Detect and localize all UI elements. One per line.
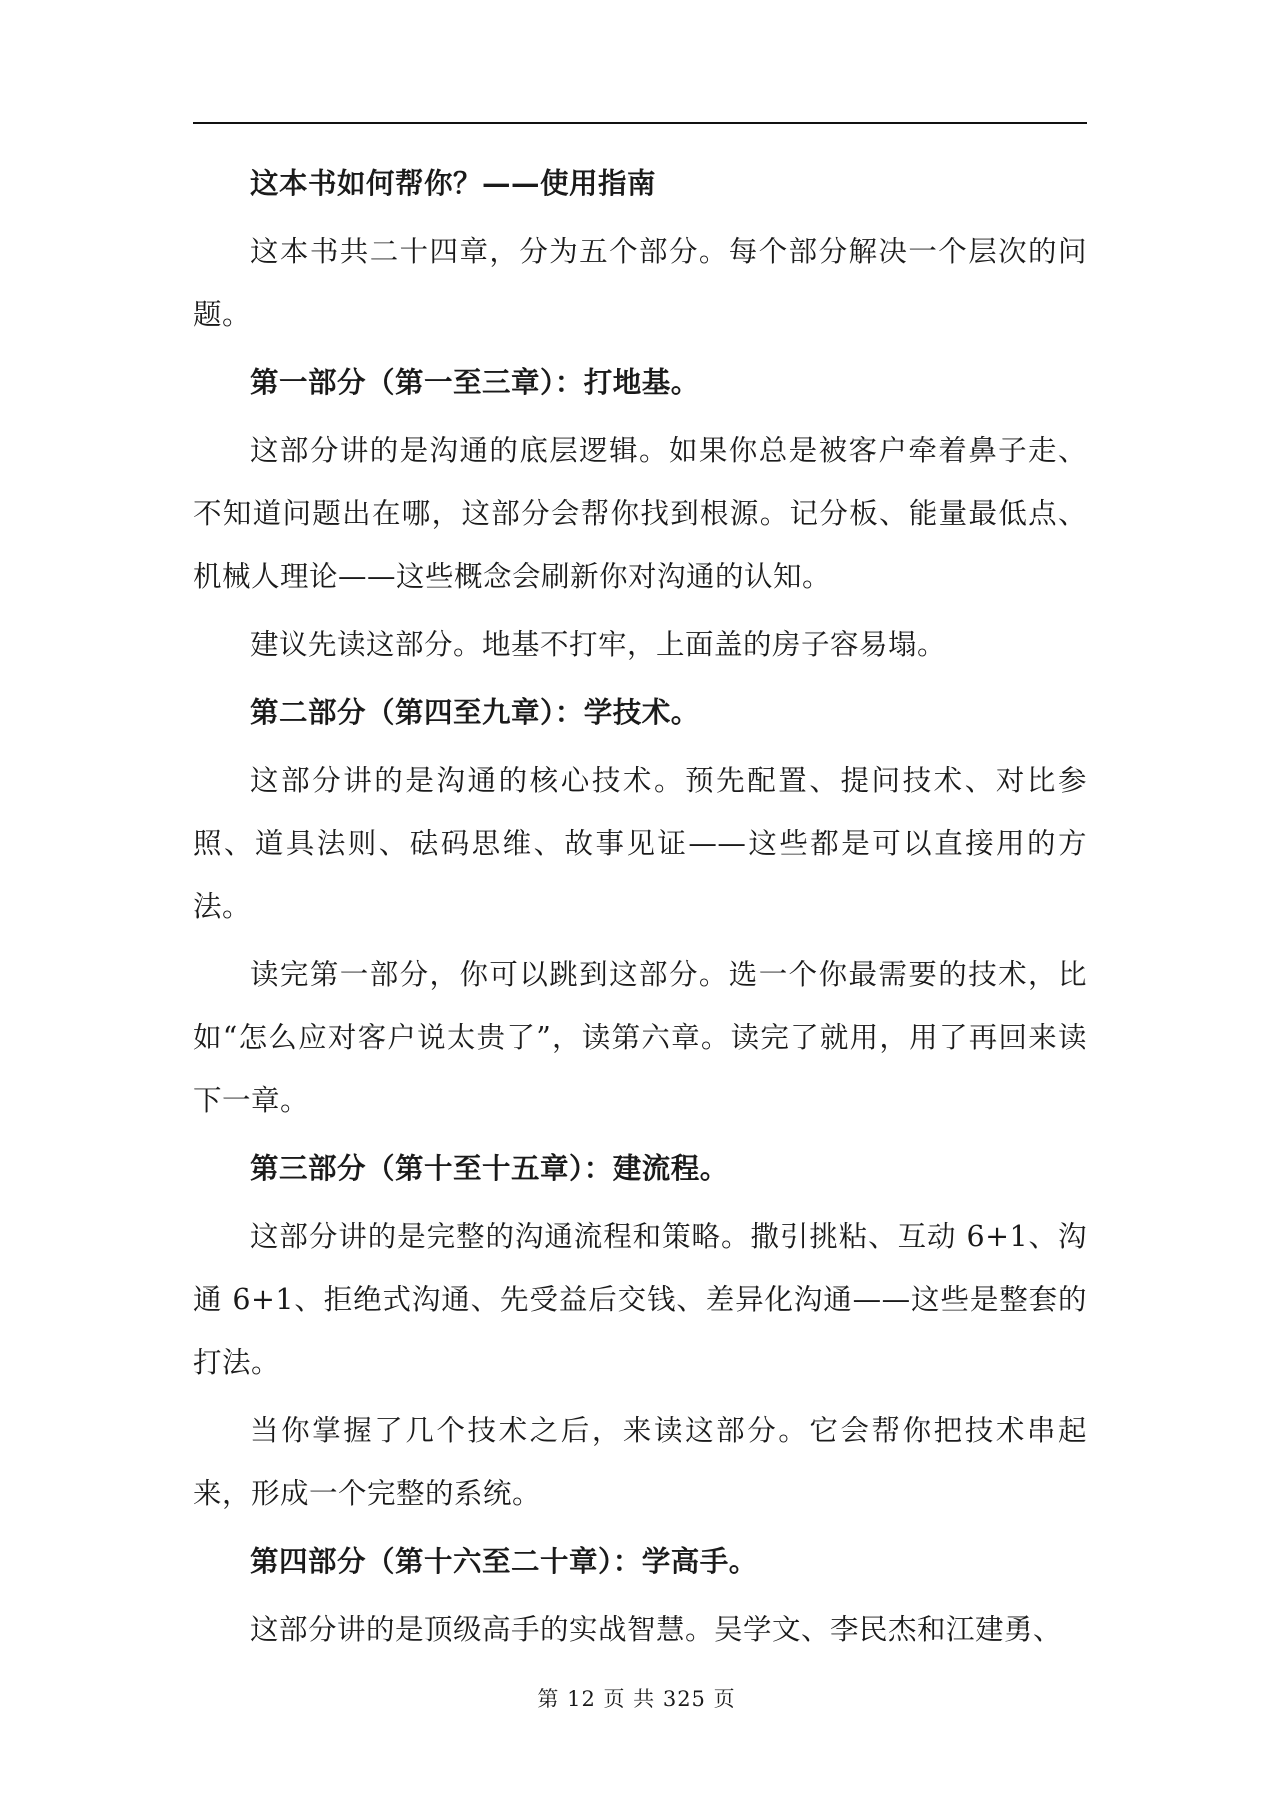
paragraph: 建议先读这部分。地基不打牢，上面盖的房子容易塌。 <box>250 628 947 661</box>
paragraph: 这部分讲的是顶级高手的实战智慧。吴学文、李民杰和江建勇、 <box>250 1613 1063 1646</box>
paragraph: 这本书共二十四章，分为五个部分。每个部分解决一个层次的问题。 <box>193 235 1087 331</box>
header-rule <box>193 122 1087 124</box>
section-heading: 第一部分（第一至三章）：打地基。 <box>250 365 700 399</box>
section-heading: 第四部分（第十六至二十章）：学高手。 <box>250 1544 758 1578</box>
paragraph: 当你掌握了几个技术之后，来读这部分。它会帮你把技术串起来，形成一个完整的系统。 <box>193 1414 1087 1510</box>
section-heading: 这本书如何帮你？——使用指南 <box>250 166 657 200</box>
page-number-footer: 第 12 页 共 325 页 <box>537 1687 736 1711</box>
paragraph: 读完第一部分，你可以跳到这部分。选一个你最需要的技术，比如“怎么应对客户说太贵了”，读第六章。读完了就用，用了再回来读下一章。 <box>193 958 1087 1117</box>
paragraph: 这部分讲的是完整的沟通流程和策略。撒引挑粘、互动 6+1、沟通 6+1、拒绝式沟通、先受益后交钱、差异化沟通——这些是整套的打法。 <box>193 1220 1087 1379</box>
section-heading: 第二部分（第四至九章）：学技术。 <box>250 695 700 729</box>
paragraph: 这部分讲的是沟通的底层逻辑。如果你总是被客户牵着鼻子走、不知道问题出在哪，这部分会帮你找到根源。记分板、能量最低点、机械人理论——这些概念会刷新你对沟通的认知。 <box>193 434 1087 593</box>
paragraph: 这部分讲的是沟通的核心技术。预先配置、提问技术、对比参照、道具法则、砝码思维、故事见证——这些都是可以直接用的方法。 <box>193 764 1087 923</box>
section-heading: 第三部分（第十至十五章）：建流程。 <box>250 1151 729 1185</box>
page-body <box>193 152 1087 1666</box>
